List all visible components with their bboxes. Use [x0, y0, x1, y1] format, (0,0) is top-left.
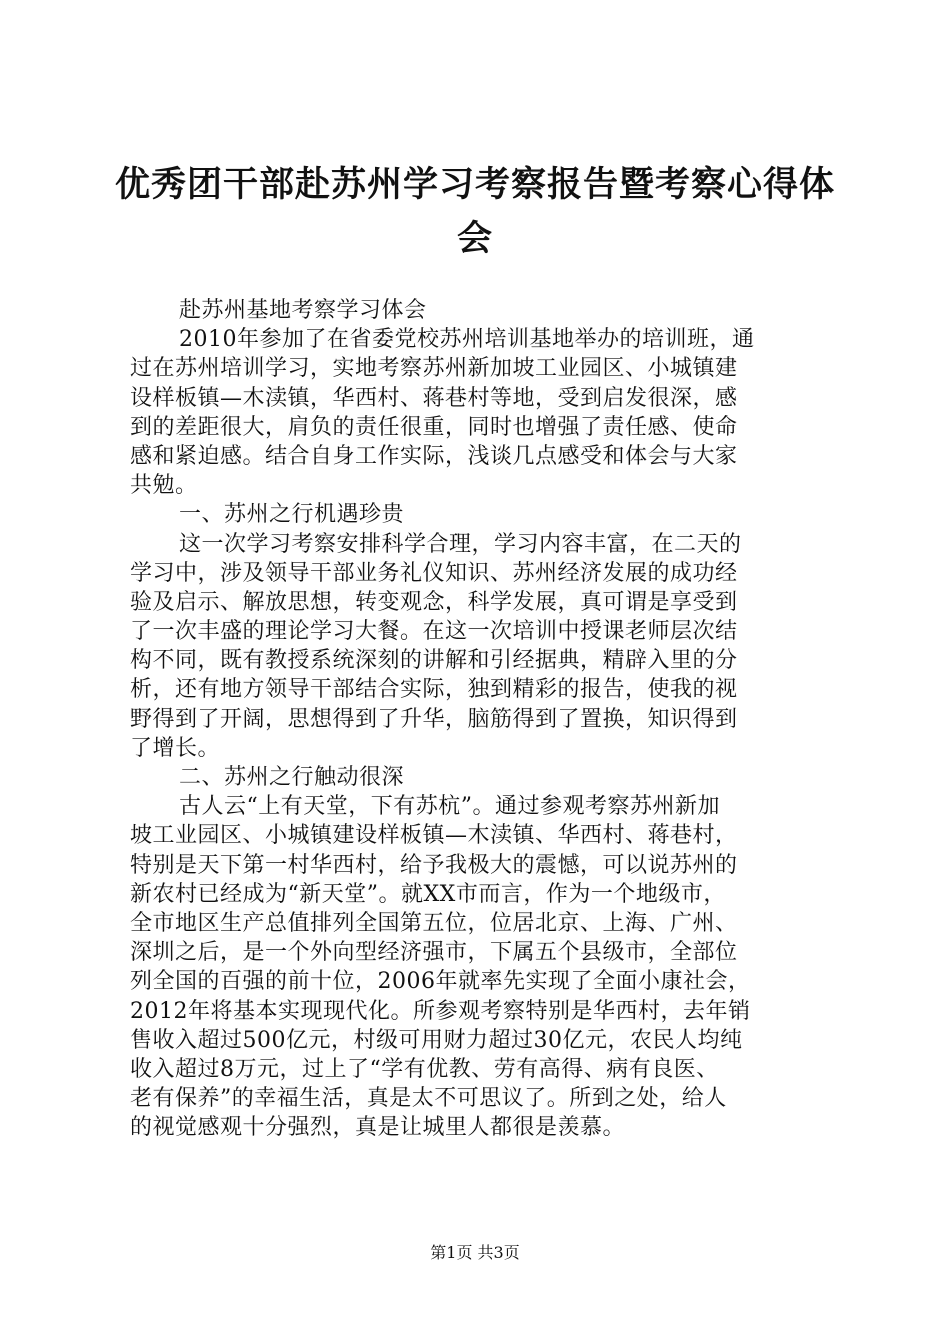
text-line: 了一次丰盛的理论学习大餐。在这一次培训中授课老师层次结: [130, 619, 738, 645]
title-line-1: 优秀团干部赴苏州学习考察报告暨考察心得体: [114, 165, 835, 205]
text-line: 设样板镇—木渎镇，华西村、蒋巷村等地，受到启发很深，感: [130, 385, 738, 411]
text-line: 验及启示、解放思想，转变观念，科学发展，真可谓是享受到: [130, 589, 738, 615]
text-line: 2012年将基本实现现代化。所参观考察特别是华西村，去年销: [130, 998, 751, 1024]
text-line: 到的差距很大，肩负的责任很重，同时也增强了责任感、使命: [130, 414, 738, 440]
text-line: 感和紧迫感。结合自身工作实际，浅谈几点感受和体会与大家: [130, 443, 738, 469]
text-line: 过在苏州培训学习，实地考察苏州新加坡工业园区、小城镇建: [130, 356, 738, 382]
text-line: 全市地区生产总值排列全国第五位，位居北京、上海、广州、: [130, 910, 738, 936]
text-line: 学习中，涉及领导干部业务礼仪知识、苏州经济发展的成功经: [130, 560, 738, 586]
text-line: 深圳之后，是一个外向型经济强市，下属五个县级市，全部位: [130, 940, 738, 966]
title-line-2: 会: [456, 219, 493, 259]
text-line: 新农村已经成为“新天堂”。就XX市而言，作为一个地级市，: [130, 881, 726, 907]
text-line: 这一次学习考察安排科学合理，学习内容丰富，在二天的: [179, 531, 742, 557]
text-line: 野得到了开阔，思想得到了升华，脑筋得到了置换，知识得到: [130, 706, 738, 732]
text-line: 老有保养”的幸福生活，真是太不可思议了。所到之处，给人: [130, 1086, 727, 1112]
text-line: 构不同，既有教授系统深刻的讲解和引经据典，精辟入里的分: [130, 648, 738, 674]
text-line: 二、苏州之行触动很深: [179, 765, 405, 790]
text-line: 共勉。: [130, 473, 198, 499]
text-line: 古人云“上有天堂，下有苏杭”。通过参观考察苏州新加: [179, 794, 720, 820]
page-footer: [0, 1243, 950, 1263]
text-line: 售收入超过500亿元，村级可用财力超过30亿元，农民人均纯: [130, 1027, 743, 1053]
text-line: 的视觉感观十分强烈，真是让城里人都很是羡慕。: [130, 1115, 626, 1141]
text-line: 2010年参加了在省委党校苏州培训基地举办的培训班，通: [179, 327, 755, 353]
text-line: 坡工业园区、小城镇建设样板镇—木渎镇、华西村、蒋巷村，: [130, 823, 738, 849]
page-number: 第1页 共3页: [430, 1243, 520, 1262]
text-line: 特别是天下第一村华西村，给予我极大的震憾，可以说苏州的: [130, 852, 738, 878]
text-line: 列全国的百强的前十位，2006年就率先实现了全面小康社会，: [130, 969, 751, 995]
text-line: 了增长。: [130, 735, 221, 761]
document-body: [130, 296, 830, 1142]
text-line: 赴苏州基地考察学习体会: [179, 298, 427, 323]
text-line: 析，还有地方领导干部结合实际，独到精彩的报告，使我的视: [130, 677, 738, 703]
text-line: 收入超过8万元，过上了“学有优教、劳有高得、病有良医、: [130, 1056, 719, 1082]
text-line: 一、苏州之行机遇珍贵: [179, 502, 405, 528]
document-title: [110, 158, 840, 266]
